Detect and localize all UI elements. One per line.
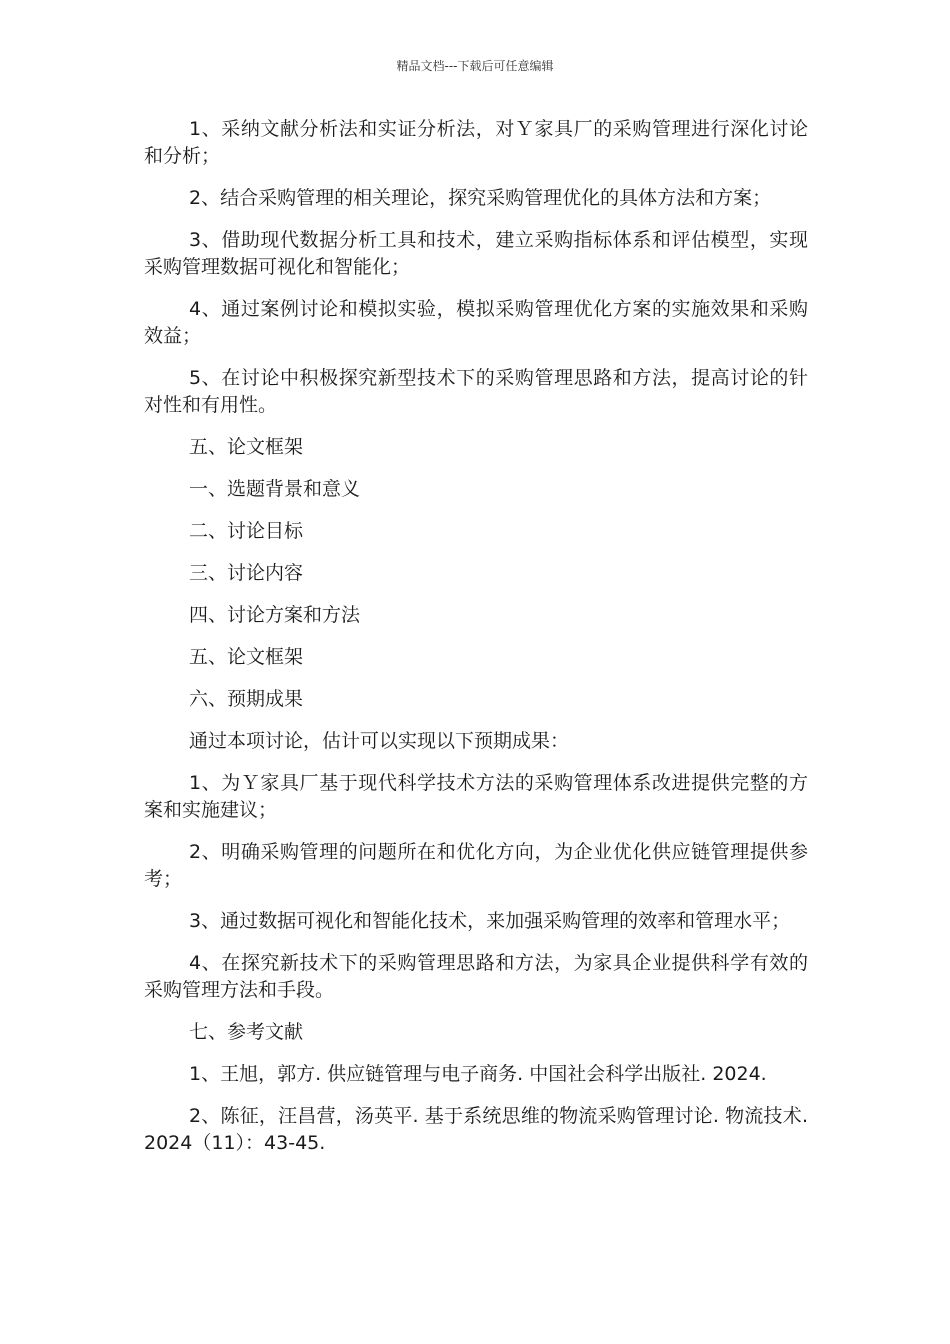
section-heading-framework: 五、论文框架 — [189, 436, 304, 458]
framework-item-2: 二、讨论目标 — [189, 520, 304, 542]
expected-result-3: 3、通过数据可视化和智能化技术，来加强采购管理的效率和管理水平； — [189, 910, 791, 932]
paragraph-method-2: 2、结合采购管理的相关理论，探究采购管理优化的具体方法和方案； — [189, 187, 772, 209]
expected-result-4: 4、在探究新技术下的采购管理思路和方法，为家具企业提供科学有效的采购管理方法和手段。 — [144, 952, 808, 1001]
expected-result-2: 2、明确采购管理的问题所在和优化方向，为企业优化供应链管理提供参考； — [144, 841, 808, 890]
framework-item-4: 四、讨论方案和方法 — [189, 604, 361, 626]
framework-item-1: 一、选题背景和意义 — [189, 478, 361, 500]
reference-1: 1、王旭，郭方. 供应链管理与电子商务. 中国社会科学出版社. 2024. — [189, 1063, 767, 1085]
paragraph-method-4: 4、通过案例讨论和模拟实验，模拟采购管理优化方案的实施效果和采购效益； — [144, 298, 808, 347]
section-heading-references: 七、参考文献 — [189, 1021, 304, 1043]
expected-results-intro: 通过本项讨论，估计可以实现以下预期成果： — [189, 730, 570, 752]
page-header: 精品文档---下载后可任意编辑 — [396, 59, 554, 73]
section-heading-expected-results: 六、预期成果 — [189, 688, 304, 710]
expected-result-1: 1、为Ｙ家具厂基于现代科学技术方法的采购管理体系改进提供完整的方案和实施建议； — [144, 772, 808, 821]
reference-2: 2、陈征，汪昌营，汤英平. 基于系统思维的物流采购管理讨论. 物流技术. 2024（11）：43-45. — [144, 1105, 808, 1154]
framework-item-3: 三、讨论内容 — [189, 562, 304, 584]
paragraph-method-5: 5、在讨论中积极探究新型技术下的采购管理思路和方法，提高讨论的针对性和有用性。 — [144, 367, 808, 416]
document-body — [144, 116, 808, 1172]
paragraph-method-3: 3、借助现代数据分析工具和技术，建立采购指标体系和评估模型，实现采购管理数据可视化和智能化； — [144, 229, 808, 278]
framework-item-5: 五、论文框架 — [189, 646, 304, 668]
paragraph-method-1: 1、采纳文献分析法和实证分析法，对Ｙ家具厂的采购管理进行深化讨论和分析； — [144, 118, 808, 167]
